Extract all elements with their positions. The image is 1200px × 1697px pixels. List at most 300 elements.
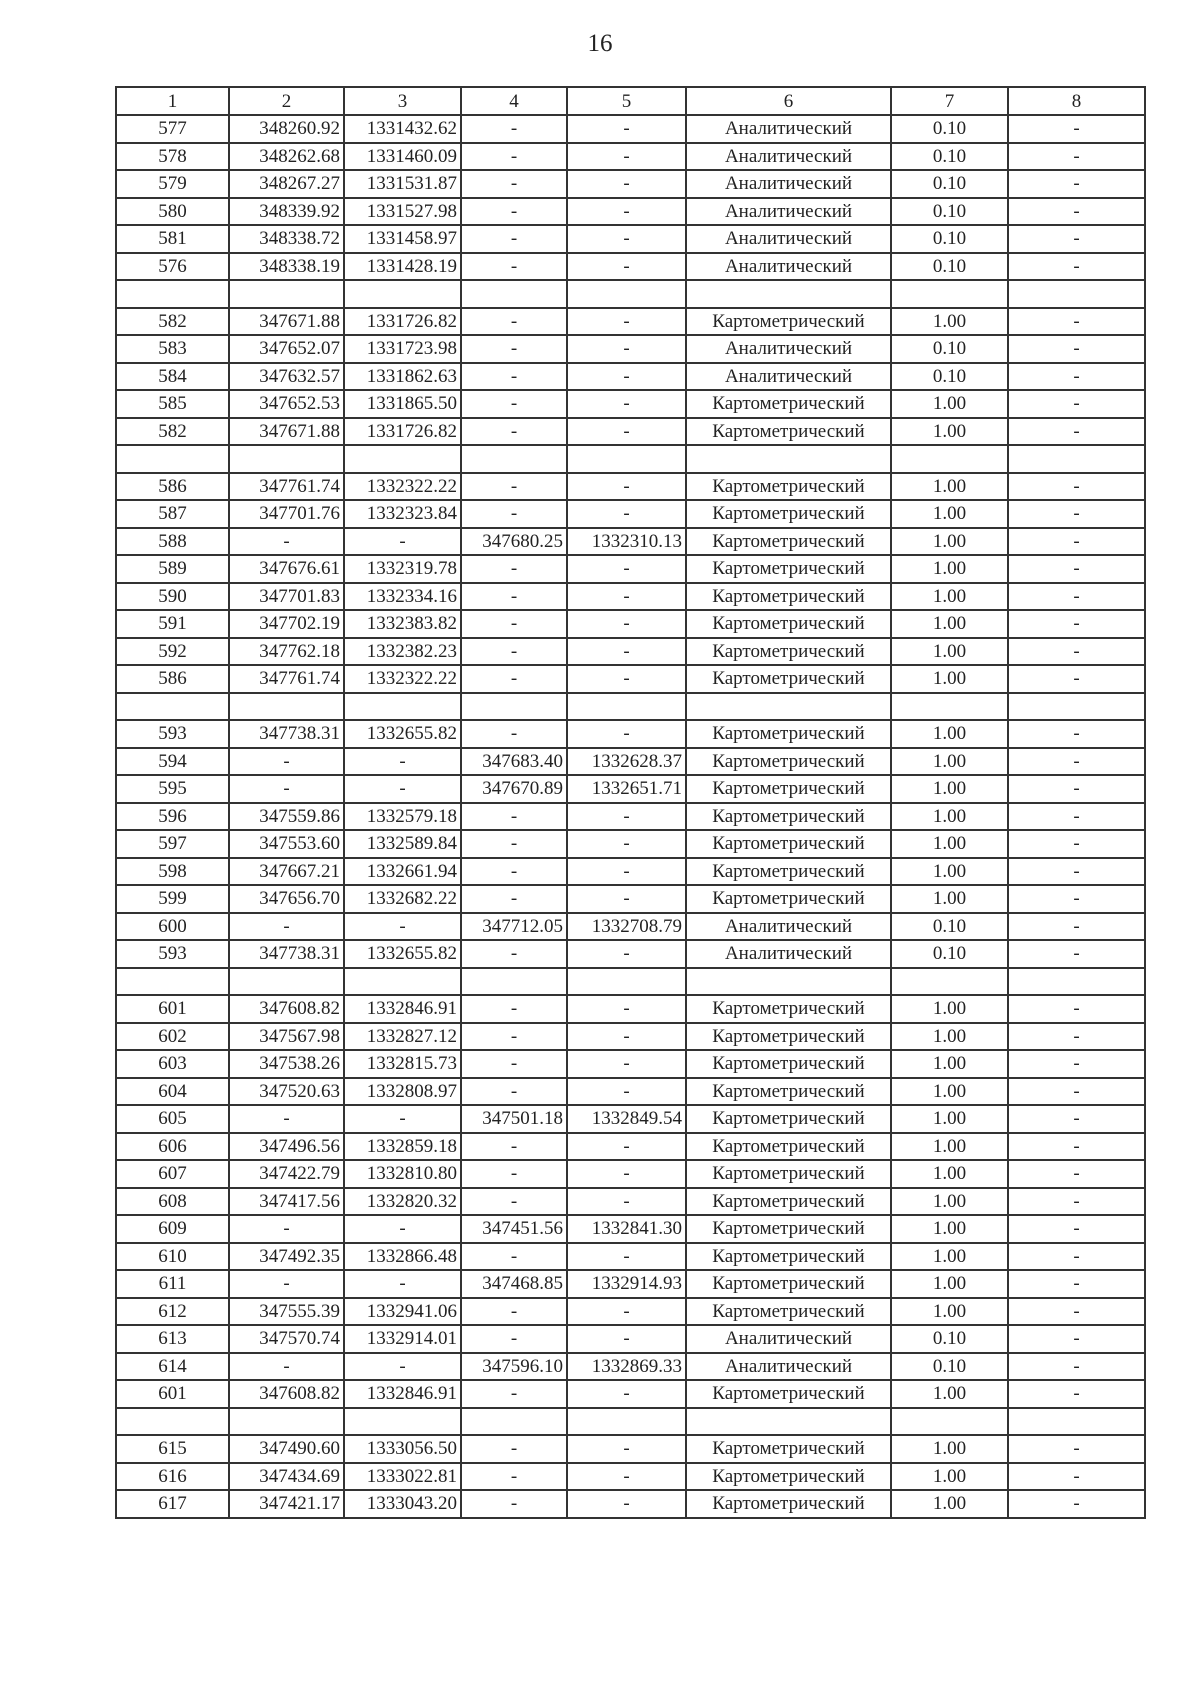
table-cell: 1332810.80: [344, 1160, 461, 1188]
table-cell: -: [1008, 1243, 1145, 1271]
table-cell: 347451.56: [461, 1215, 567, 1243]
table-row: [116, 1188, 1145, 1216]
table-cell: -: [1008, 940, 1145, 968]
table-row: [116, 693, 1145, 721]
table-cell: 593: [116, 940, 229, 968]
table-cell: 1332579.18: [344, 803, 461, 831]
table-cell: 347490.60: [229, 1435, 344, 1463]
table-cell: 1332808.97: [344, 1078, 461, 1106]
table-cell: 348339.92: [229, 198, 344, 226]
table-cell: 1331531.87: [344, 170, 461, 198]
table-cell: 0.10: [891, 225, 1008, 253]
table-cell: 1.00: [891, 583, 1008, 611]
table-cell: -: [567, 390, 686, 418]
table-row: [116, 1435, 1145, 1463]
table-cell: -: [461, 995, 567, 1023]
table-cell: -: [461, 1160, 567, 1188]
table-cell: 587: [116, 500, 229, 528]
table-row: [116, 1353, 1145, 1381]
table-cell: 613: [116, 1325, 229, 1353]
table-cell: 1332655.82: [344, 720, 461, 748]
table-cell: 616: [116, 1463, 229, 1491]
table-cell: [567, 968, 686, 996]
table-cell: -: [344, 1105, 461, 1133]
table-cell: 0.10: [891, 363, 1008, 391]
table-cell: -: [461, 1133, 567, 1161]
header-cell: 1: [116, 87, 229, 115]
table-cell: 347492.35: [229, 1243, 344, 1271]
table-cell: -: [461, 170, 567, 198]
table-cell: 1.00: [891, 528, 1008, 556]
table-row: [116, 1490, 1145, 1518]
table-row: [116, 143, 1145, 171]
table-row: [116, 198, 1145, 226]
table-cell: -: [1008, 913, 1145, 941]
table-cell: 1.00: [891, 1078, 1008, 1106]
table-cell: 347555.39: [229, 1298, 344, 1326]
table-cell: -: [229, 1270, 344, 1298]
table-cell: -: [229, 913, 344, 941]
table-cell: -: [1008, 143, 1145, 171]
table-cell: 347608.82: [229, 995, 344, 1023]
table-cell: Аналитический: [686, 115, 891, 143]
table-cell: 347501.18: [461, 1105, 567, 1133]
table-cell: -: [461, 1050, 567, 1078]
table-cell: -: [1008, 1078, 1145, 1106]
table-cell: 0.10: [891, 115, 1008, 143]
table-cell: 0.10: [891, 940, 1008, 968]
table-cell: 348338.19: [229, 253, 344, 281]
table-cell: 348262.68: [229, 143, 344, 171]
table-cell: 1332841.30: [567, 1215, 686, 1243]
table-cell: -: [1008, 1023, 1145, 1051]
table-cell: -: [567, 225, 686, 253]
table-cell: 1332655.82: [344, 940, 461, 968]
table-cell: 1.00: [891, 1380, 1008, 1408]
table-cell: Аналитический: [686, 1325, 891, 1353]
table-cell: -: [461, 363, 567, 391]
table-cell: 1.00: [891, 1270, 1008, 1298]
table-row: [116, 170, 1145, 198]
table-cell: Картометрический: [686, 995, 891, 1023]
table-cell: 1.00: [891, 775, 1008, 803]
table-cell: [461, 280, 567, 308]
table-cell: -: [461, 1380, 567, 1408]
table-cell: 347712.05: [461, 913, 567, 941]
table-cell: 347468.85: [461, 1270, 567, 1298]
table-cell: 347596.10: [461, 1353, 567, 1381]
table-cell: 1331726.82: [344, 418, 461, 446]
table-cell: -: [229, 748, 344, 776]
table-cell: Картометрический: [686, 390, 891, 418]
table-cell: Картометрический: [686, 830, 891, 858]
table-cell: 1332323.84: [344, 500, 461, 528]
table-cell: -: [1008, 665, 1145, 693]
table-row: [116, 500, 1145, 528]
table-cell: 1332708.79: [567, 913, 686, 941]
table-row: [116, 1325, 1145, 1353]
table-cell: -: [567, 1078, 686, 1106]
table-cell: -: [461, 665, 567, 693]
table-cell: -: [461, 1490, 567, 1518]
table-cell: [344, 693, 461, 721]
table-cell: -: [344, 1353, 461, 1381]
table-cell: 1331726.82: [344, 308, 461, 336]
table-cell: Картометрический: [686, 858, 891, 886]
table-cell: [1008, 445, 1145, 473]
table-cell: 1.00: [891, 1050, 1008, 1078]
table-cell: [1008, 968, 1145, 996]
table-cell: Аналитический: [686, 143, 891, 171]
table-cell: 348260.92: [229, 115, 344, 143]
table-cell: [461, 968, 567, 996]
table-cell: 607: [116, 1160, 229, 1188]
table-row: [116, 390, 1145, 418]
table-row: [116, 1050, 1145, 1078]
table-cell: -: [1008, 748, 1145, 776]
table-cell: -: [461, 198, 567, 226]
table-cell: [567, 445, 686, 473]
table-cell: -: [1008, 1325, 1145, 1353]
table-cell: 1.00: [891, 1243, 1008, 1271]
table-cell: [567, 280, 686, 308]
table-cell: [116, 968, 229, 996]
table-cell: [567, 693, 686, 721]
header-cell: 3: [344, 87, 461, 115]
table-cell: Картометрический: [686, 1050, 891, 1078]
table-row: [116, 280, 1145, 308]
table-row: [116, 748, 1145, 776]
page-number: 16: [587, 30, 613, 57]
table-cell: 347434.69: [229, 1463, 344, 1491]
table-cell: Картометрический: [686, 885, 891, 913]
table-cell: -: [229, 1105, 344, 1133]
table-cell: -: [567, 610, 686, 638]
table-cell: Картометрический: [686, 1215, 891, 1243]
table-cell: -: [344, 748, 461, 776]
table-cell: [229, 968, 344, 996]
table-row: [116, 335, 1145, 363]
table-cell: Картометрический: [686, 748, 891, 776]
table-cell: -: [461, 1243, 567, 1271]
table-cell: 347520.63: [229, 1078, 344, 1106]
table-cell: Картометрический: [686, 308, 891, 336]
table-cell: 347761.74: [229, 665, 344, 693]
table-row: [116, 363, 1145, 391]
table-row: [116, 665, 1145, 693]
table-cell: -: [567, 143, 686, 171]
table-cell: 591: [116, 610, 229, 638]
table-cell: 615: [116, 1435, 229, 1463]
table-row: [116, 1408, 1145, 1436]
table-cell: 1331432.62: [344, 115, 461, 143]
table-cell: 347738.31: [229, 940, 344, 968]
table-cell: -: [567, 418, 686, 446]
table-cell: 0.10: [891, 913, 1008, 941]
table-cell: 1332846.91: [344, 995, 461, 1023]
table-cell: 347667.21: [229, 858, 344, 886]
table-cell: [686, 968, 891, 996]
table-cell: 1332827.12: [344, 1023, 461, 1051]
table-cell: -: [567, 638, 686, 666]
table-row: [116, 830, 1145, 858]
table-cell: 581: [116, 225, 229, 253]
table-cell: 1.00: [891, 858, 1008, 886]
table-cell: 1332914.93: [567, 1270, 686, 1298]
table-cell: 347652.07: [229, 335, 344, 363]
table-cell: 1332941.06: [344, 1298, 461, 1326]
table-cell: Картометрический: [686, 1105, 891, 1133]
table-cell: 606: [116, 1133, 229, 1161]
table-cell: 347671.88: [229, 308, 344, 336]
table-cell: 1333043.20: [344, 1490, 461, 1518]
table-cell: -: [344, 528, 461, 556]
table-cell: -: [1008, 390, 1145, 418]
table-cell: -: [567, 363, 686, 391]
table-cell: 1332682.22: [344, 885, 461, 913]
table-cell: -: [1008, 1490, 1145, 1518]
table-cell: -: [461, 143, 567, 171]
header-cell: 2: [229, 87, 344, 115]
table-cell: -: [461, 1078, 567, 1106]
table-cell: Картометрический: [686, 665, 891, 693]
table-row: [116, 1023, 1145, 1051]
table-cell: Аналитический: [686, 253, 891, 281]
table-cell: -: [567, 583, 686, 611]
table-cell: 347553.60: [229, 830, 344, 858]
table-row: [116, 1463, 1145, 1491]
table-cell: Картометрический: [686, 1435, 891, 1463]
table-cell: Картометрический: [686, 1078, 891, 1106]
table-cell: -: [1008, 638, 1145, 666]
table-cell: 1332651.71: [567, 775, 686, 803]
table-cell: -: [1008, 1380, 1145, 1408]
table-cell: 347702.19: [229, 610, 344, 638]
table-cell: [116, 280, 229, 308]
table-cell: -: [567, 1490, 686, 1518]
table-row: [116, 720, 1145, 748]
table-row: [116, 1298, 1145, 1326]
table-cell: [344, 280, 461, 308]
table-row: [116, 968, 1145, 996]
table-cell: -: [567, 1463, 686, 1491]
table-cell: -: [567, 473, 686, 501]
table-cell: -: [567, 1188, 686, 1216]
table-cell: -: [1008, 885, 1145, 913]
table-cell: -: [461, 390, 567, 418]
table-cell: -: [461, 1325, 567, 1353]
header-cell: 6: [686, 87, 891, 115]
table-cell: 1.00: [891, 1188, 1008, 1216]
table-row: [116, 308, 1145, 336]
table-cell: 612: [116, 1298, 229, 1326]
table-row: [116, 225, 1145, 253]
table-cell: -: [1008, 1160, 1145, 1188]
table-cell: 593: [116, 720, 229, 748]
table-cell: -: [229, 1215, 344, 1243]
table-cell: Картометрический: [686, 528, 891, 556]
table-cell: 0.10: [891, 170, 1008, 198]
table-cell: [344, 968, 461, 996]
table-cell: -: [1008, 1353, 1145, 1381]
table-cell: 347417.56: [229, 1188, 344, 1216]
table-cell: 1.00: [891, 308, 1008, 336]
table-cell: 582: [116, 308, 229, 336]
table-cell: -: [567, 885, 686, 913]
table-cell: [344, 1408, 461, 1436]
table-cell: Картометрический: [686, 803, 891, 831]
table-cell: -: [567, 1160, 686, 1188]
table-cell: -: [567, 1243, 686, 1271]
table-cell: 586: [116, 665, 229, 693]
table-cell: [891, 280, 1008, 308]
table-cell: 596: [116, 803, 229, 831]
table-cell: Картометрический: [686, 418, 891, 446]
table-cell: Картометрический: [686, 500, 891, 528]
table-cell: 1.00: [891, 1435, 1008, 1463]
table-cell: -: [1008, 610, 1145, 638]
table-cell: 347656.70: [229, 885, 344, 913]
table-row: [116, 913, 1145, 941]
table-cell: -: [567, 115, 686, 143]
table-cell: -: [1008, 363, 1145, 391]
table-cell: 1.00: [891, 1298, 1008, 1326]
table-cell: -: [1008, 198, 1145, 226]
table-cell: 1.00: [891, 720, 1008, 748]
table-cell: 1.00: [891, 830, 1008, 858]
header-cell: 5: [567, 87, 686, 115]
table-cell: 0.10: [891, 1353, 1008, 1381]
table-cell: [686, 1408, 891, 1436]
table-cell: -: [461, 555, 567, 583]
header-cell: 7: [891, 87, 1008, 115]
table-cell: -: [1008, 473, 1145, 501]
table-row: [116, 803, 1145, 831]
table-cell: -: [461, 473, 567, 501]
table-cell: 347632.57: [229, 363, 344, 391]
table-cell: -: [567, 1435, 686, 1463]
table-cell: 347738.31: [229, 720, 344, 748]
table-cell: Картометрический: [686, 775, 891, 803]
table-cell: -: [1008, 1050, 1145, 1078]
table-cell: -: [1008, 830, 1145, 858]
table-cell: -: [1008, 1463, 1145, 1491]
table-cell: -: [461, 500, 567, 528]
table-cell: 1332815.73: [344, 1050, 461, 1078]
table-cell: 595: [116, 775, 229, 803]
table-cell: 1.00: [891, 1105, 1008, 1133]
table-cell: 598: [116, 858, 229, 886]
table-cell: -: [567, 1023, 686, 1051]
table-row: [116, 528, 1145, 556]
table-cell: 1332319.78: [344, 555, 461, 583]
table-cell: 1.00: [891, 1133, 1008, 1161]
table-cell: [891, 693, 1008, 721]
table-cell: 347570.74: [229, 1325, 344, 1353]
table-cell: Картометрический: [686, 1188, 891, 1216]
table-cell: Аналитический: [686, 363, 891, 391]
table-row: [116, 253, 1145, 281]
table-cell: Аналитический: [686, 225, 891, 253]
table-cell: -: [567, 253, 686, 281]
table-cell: 347559.86: [229, 803, 344, 831]
table-cell: -: [567, 803, 686, 831]
table-row: [116, 858, 1145, 886]
table-cell: Картометрический: [686, 473, 891, 501]
table-cell: 578: [116, 143, 229, 171]
table-cell: Картометрический: [686, 555, 891, 583]
table-cell: -: [461, 830, 567, 858]
table-cell: 1332859.18: [344, 1133, 461, 1161]
table-cell: 590: [116, 583, 229, 611]
table-cell: -: [461, 418, 567, 446]
table-cell: -: [461, 940, 567, 968]
table-cell: -: [461, 583, 567, 611]
table-cell: 580: [116, 198, 229, 226]
table-cell: [116, 445, 229, 473]
table-cell: 1331458.97: [344, 225, 461, 253]
table-cell: 1331527.98: [344, 198, 461, 226]
table-cell: -: [1008, 115, 1145, 143]
table-cell: 1.00: [891, 638, 1008, 666]
table-cell: 594: [116, 748, 229, 776]
table-cell: -: [567, 198, 686, 226]
table-cell: -: [1008, 308, 1145, 336]
table-cell: 603: [116, 1050, 229, 1078]
table-cell: 610: [116, 1243, 229, 1271]
table-cell: Аналитический: [686, 170, 891, 198]
table-cell: [686, 693, 891, 721]
header-cell: 4: [461, 87, 567, 115]
table-cell: Картометрический: [686, 1270, 891, 1298]
table-row: [116, 1380, 1145, 1408]
table-cell: 1333022.81: [344, 1463, 461, 1491]
table-cell: 347671.88: [229, 418, 344, 446]
table-cell: 1332382.23: [344, 638, 461, 666]
table-cell: -: [1008, 253, 1145, 281]
table-cell: 601: [116, 1380, 229, 1408]
table-header-row: [116, 87, 1145, 115]
table-cell: 347496.56: [229, 1133, 344, 1161]
table-cell: [461, 1408, 567, 1436]
table-cell: -: [1008, 170, 1145, 198]
table-cell: 1.00: [891, 500, 1008, 528]
table-cell: -: [1008, 1270, 1145, 1298]
table-cell: 597: [116, 830, 229, 858]
table-cell: -: [567, 500, 686, 528]
table-cell: [1008, 1408, 1145, 1436]
table-cell: 347422.79: [229, 1160, 344, 1188]
table-cell: -: [567, 858, 686, 886]
table-cell: -: [1008, 1298, 1145, 1326]
table-cell: [1008, 280, 1145, 308]
table-cell: 1.00: [891, 1160, 1008, 1188]
table-cell: -: [1008, 995, 1145, 1023]
table-cell: -: [461, 858, 567, 886]
table-cell: 1.00: [891, 390, 1008, 418]
table-row: [116, 885, 1145, 913]
table-cell: -: [461, 1435, 567, 1463]
table-cell: 0.10: [891, 335, 1008, 363]
table-cell: Картометрический: [686, 638, 891, 666]
table-cell: 1332914.01: [344, 1325, 461, 1353]
table-cell: 589: [116, 555, 229, 583]
table-cell: 576: [116, 253, 229, 281]
table-cell: 0.10: [891, 1325, 1008, 1353]
table-cell: -: [567, 1380, 686, 1408]
table-cell: 1.00: [891, 995, 1008, 1023]
table-cell: 347762.18: [229, 638, 344, 666]
